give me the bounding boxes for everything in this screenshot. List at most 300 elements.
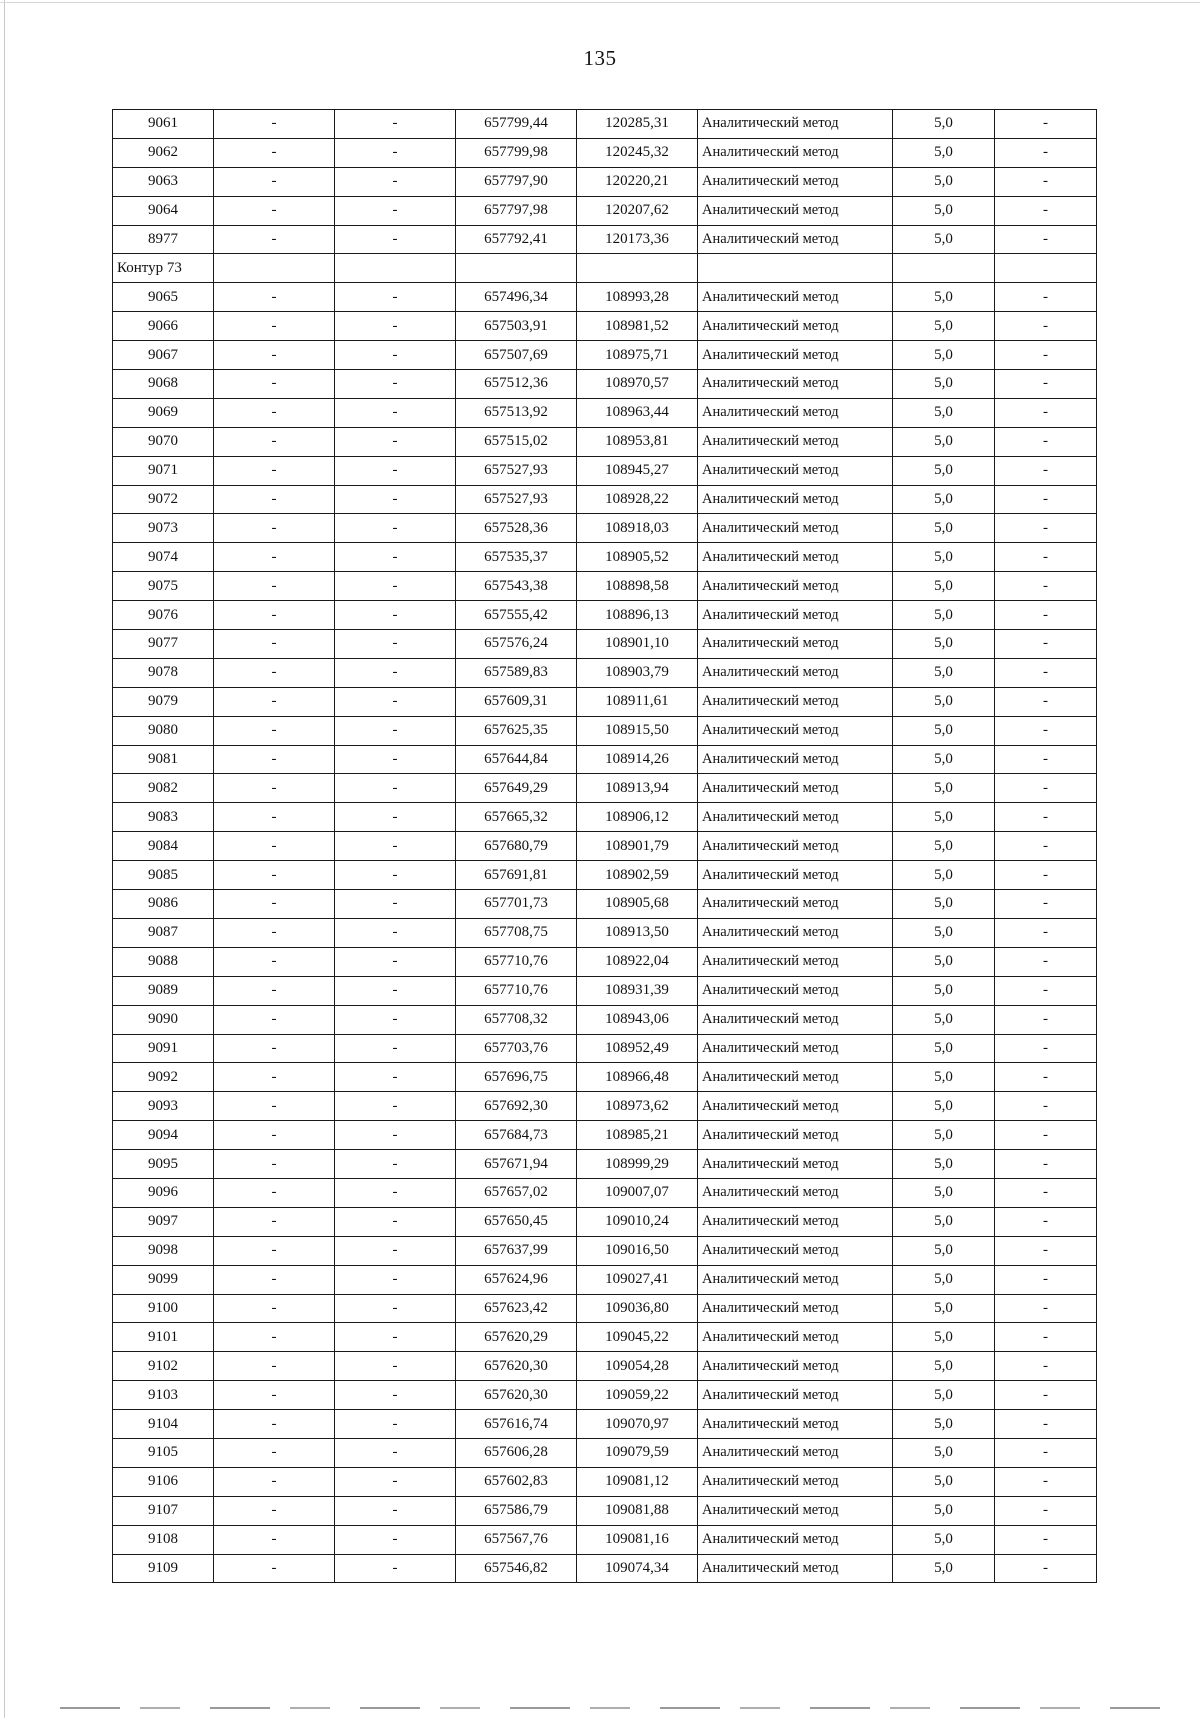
empty-cell: [456, 254, 577, 283]
table-row: [113, 976, 1097, 1005]
empty-cell: [698, 254, 893, 283]
point-number-cell: 9070: [113, 427, 214, 456]
old-x-cell: -: [214, 110, 335, 139]
section-row: [113, 254, 1097, 283]
accuracy-cell: 5,0: [893, 1323, 995, 1352]
point-number-cell: 9103: [113, 1381, 214, 1410]
accuracy-cell: 5,0: [893, 1005, 995, 1034]
method-cell: Аналитический метод: [698, 947, 893, 976]
method-cell: Аналитический метод: [698, 1265, 893, 1294]
y-coordinate-cell: 120285,31: [577, 110, 698, 139]
old-x-cell: -: [214, 1005, 335, 1034]
point-number-cell: 9099: [113, 1265, 214, 1294]
old-x-cell: -: [214, 283, 335, 312]
y-coordinate-cell: 109010,24: [577, 1207, 698, 1236]
description-cell: -: [995, 341, 1097, 370]
x-coordinate-cell: 657527,93: [456, 485, 577, 514]
x-coordinate-cell: 657665,32: [456, 803, 577, 832]
description-cell: -: [995, 1236, 1097, 1265]
old-y-cell: -: [335, 774, 456, 803]
old-y-cell: -: [335, 456, 456, 485]
old-y-cell: -: [335, 138, 456, 167]
old-x-cell: -: [214, 1323, 335, 1352]
x-coordinate-cell: 657792,41: [456, 225, 577, 254]
description-cell: -: [995, 1323, 1097, 1352]
table-row: [113, 1294, 1097, 1323]
old-x-cell: -: [214, 138, 335, 167]
method-cell: Аналитический метод: [698, 167, 893, 196]
method-cell: Аналитический метод: [698, 398, 893, 427]
y-coordinate-cell: 108952,49: [577, 1034, 698, 1063]
description-cell: -: [995, 283, 1097, 312]
x-coordinate-cell: 657512,36: [456, 370, 577, 399]
y-coordinate-cell: 108922,04: [577, 947, 698, 976]
old-y-cell: -: [335, 543, 456, 572]
old-x-cell: -: [214, 976, 335, 1005]
x-coordinate-cell: 657649,29: [456, 774, 577, 803]
table-row: [113, 456, 1097, 485]
point-number-cell: 9061: [113, 110, 214, 139]
method-cell: Аналитический метод: [698, 918, 893, 947]
description-cell: -: [995, 1410, 1097, 1439]
table-row: [113, 1554, 1097, 1583]
method-cell: Аналитический метод: [698, 1034, 893, 1063]
old-x-cell: -: [214, 832, 335, 861]
description-cell: -: [995, 1438, 1097, 1467]
accuracy-cell: 5,0: [893, 196, 995, 225]
point-number-cell: 9094: [113, 1121, 214, 1150]
point-number-cell: 9072: [113, 485, 214, 514]
method-cell: Аналитический метод: [698, 341, 893, 370]
x-coordinate-cell: 657620,30: [456, 1381, 577, 1410]
description-cell: -: [995, 832, 1097, 861]
method-cell: Аналитический метод: [698, 1438, 893, 1467]
point-number-cell: 9068: [113, 370, 214, 399]
accuracy-cell: 5,0: [893, 398, 995, 427]
description-cell: -: [995, 1092, 1097, 1121]
description-cell: -: [995, 1121, 1097, 1150]
old-x-cell: -: [214, 514, 335, 543]
x-coordinate-cell: 657589,83: [456, 658, 577, 687]
table-row: [113, 370, 1097, 399]
method-cell: Аналитический метод: [698, 1207, 893, 1236]
point-number-cell: 9092: [113, 1063, 214, 1092]
table-row: [113, 167, 1097, 196]
method-cell: Аналитический метод: [698, 312, 893, 341]
description-cell: -: [995, 1496, 1097, 1525]
method-cell: Аналитический метод: [698, 630, 893, 659]
method-cell: Аналитический метод: [698, 803, 893, 832]
accuracy-cell: 5,0: [893, 110, 995, 139]
accuracy-cell: 5,0: [893, 1063, 995, 1092]
table-row: [113, 918, 1097, 947]
y-coordinate-cell: 108914,26: [577, 745, 698, 774]
old-y-cell: -: [335, 861, 456, 890]
table-row: [113, 1410, 1097, 1439]
y-coordinate-cell: 108901,10: [577, 630, 698, 659]
old-x-cell: -: [214, 687, 335, 716]
table-row: [113, 283, 1097, 312]
method-cell: Аналитический метод: [698, 485, 893, 514]
table-row: [113, 1525, 1097, 1554]
x-coordinate-cell: 657797,90: [456, 167, 577, 196]
table-row: [113, 1178, 1097, 1207]
point-number-cell: 9096: [113, 1178, 214, 1207]
y-coordinate-cell: 108945,27: [577, 456, 698, 485]
old-x-cell: -: [214, 1381, 335, 1410]
y-coordinate-cell: 108928,22: [577, 485, 698, 514]
point-number-cell: 9078: [113, 658, 214, 687]
x-coordinate-cell: 657620,29: [456, 1323, 577, 1352]
description-cell: -: [995, 312, 1097, 341]
table-row: [113, 687, 1097, 716]
coordinates-table: [112, 109, 1097, 1583]
method-cell: Аналитический метод: [698, 1525, 893, 1554]
accuracy-cell: 5,0: [893, 687, 995, 716]
old-x-cell: -: [214, 601, 335, 630]
x-coordinate-cell: 657692,30: [456, 1092, 577, 1121]
method-cell: Аналитический метод: [698, 283, 893, 312]
y-coordinate-cell: 108970,57: [577, 370, 698, 399]
y-coordinate-cell: 108975,71: [577, 341, 698, 370]
old-y-cell: -: [335, 370, 456, 399]
x-coordinate-cell: 657708,32: [456, 1005, 577, 1034]
x-coordinate-cell: 657513,92: [456, 398, 577, 427]
old-y-cell: -: [335, 485, 456, 514]
old-y-cell: -: [335, 1554, 456, 1583]
accuracy-cell: 5,0: [893, 861, 995, 890]
old-y-cell: -: [335, 341, 456, 370]
old-y-cell: -: [335, 1265, 456, 1294]
page-number: 135: [583, 46, 617, 70]
old-y-cell: -: [335, 167, 456, 196]
old-y-cell: -: [335, 1525, 456, 1554]
accuracy-cell: 5,0: [893, 341, 995, 370]
accuracy-cell: 5,0: [893, 658, 995, 687]
x-coordinate-cell: 657528,36: [456, 514, 577, 543]
x-coordinate-cell: 657624,96: [456, 1265, 577, 1294]
old-x-cell: -: [214, 1178, 335, 1207]
old-y-cell: -: [335, 110, 456, 139]
old-y-cell: -: [335, 832, 456, 861]
old-x-cell: -: [214, 774, 335, 803]
table-row: [113, 1323, 1097, 1352]
description-cell: -: [995, 716, 1097, 745]
y-coordinate-cell: 108931,39: [577, 976, 698, 1005]
y-coordinate-cell: 108943,06: [577, 1005, 698, 1034]
old-x-cell: -: [214, 312, 335, 341]
x-coordinate-cell: 657696,75: [456, 1063, 577, 1092]
description-cell: -: [995, 1352, 1097, 1381]
old-x-cell: -: [214, 1092, 335, 1121]
method-cell: Аналитический метод: [698, 1092, 893, 1121]
table-row: [113, 890, 1097, 919]
accuracy-cell: 5,0: [893, 1381, 995, 1410]
point-number-cell: 9097: [113, 1207, 214, 1236]
y-coordinate-cell: 108981,52: [577, 312, 698, 341]
x-coordinate-cell: 657507,69: [456, 341, 577, 370]
table-row: [113, 1496, 1097, 1525]
old-y-cell: -: [335, 514, 456, 543]
point-number-cell: 9084: [113, 832, 214, 861]
point-number-cell: 9063: [113, 167, 214, 196]
method-cell: Аналитический метод: [698, 514, 893, 543]
old-x-cell: -: [214, 918, 335, 947]
y-coordinate-cell: 108963,44: [577, 398, 698, 427]
accuracy-cell: 5,0: [893, 1467, 995, 1496]
y-coordinate-cell: 109036,80: [577, 1294, 698, 1323]
y-coordinate-cell: 108901,79: [577, 832, 698, 861]
method-cell: Аналитический метод: [698, 1410, 893, 1439]
old-y-cell: -: [335, 1121, 456, 1150]
x-coordinate-cell: 657625,35: [456, 716, 577, 745]
old-y-cell: -: [335, 398, 456, 427]
old-y-cell: -: [335, 745, 456, 774]
old-y-cell: -: [335, 1496, 456, 1525]
table-row: [113, 832, 1097, 861]
y-coordinate-cell: 109070,97: [577, 1410, 698, 1439]
description-cell: -: [995, 427, 1097, 456]
point-number-cell: 9107: [113, 1496, 214, 1525]
point-number-cell: 9083: [113, 803, 214, 832]
accuracy-cell: 5,0: [893, 1554, 995, 1583]
y-coordinate-cell: 108902,59: [577, 861, 698, 890]
method-cell: Аналитический метод: [698, 601, 893, 630]
accuracy-cell: 5,0: [893, 572, 995, 601]
accuracy-cell: 5,0: [893, 803, 995, 832]
old-x-cell: -: [214, 1525, 335, 1554]
x-coordinate-cell: 657657,02: [456, 1178, 577, 1207]
point-number-cell: 9085: [113, 861, 214, 890]
method-cell: Аналитический метод: [698, 572, 893, 601]
method-cell: Аналитический метод: [698, 745, 893, 774]
x-coordinate-cell: 657650,45: [456, 1207, 577, 1236]
point-number-cell: 9105: [113, 1438, 214, 1467]
old-y-cell: -: [335, 1207, 456, 1236]
point-number-cell: 9090: [113, 1005, 214, 1034]
method-cell: Аналитический метод: [698, 1496, 893, 1525]
accuracy-cell: 5,0: [893, 774, 995, 803]
description-cell: -: [995, 514, 1097, 543]
description-cell: -: [995, 890, 1097, 919]
x-coordinate-cell: 657616,74: [456, 1410, 577, 1439]
method-cell: Аналитический метод: [698, 890, 893, 919]
description-cell: -: [995, 601, 1097, 630]
method-cell: Аналитический метод: [698, 456, 893, 485]
y-coordinate-cell: 109079,59: [577, 1438, 698, 1467]
method-cell: Аналитический метод: [698, 1150, 893, 1179]
x-coordinate-cell: 657701,73: [456, 890, 577, 919]
point-number-cell: 9106: [113, 1467, 214, 1496]
table-row: [113, 543, 1097, 572]
y-coordinate-cell: 109016,50: [577, 1236, 698, 1265]
x-coordinate-cell: 657586,79: [456, 1496, 577, 1525]
x-coordinate-cell: 657576,24: [456, 630, 577, 659]
y-coordinate-cell: 108905,68: [577, 890, 698, 919]
point-number-cell: 9104: [113, 1410, 214, 1439]
old-x-cell: -: [214, 167, 335, 196]
method-cell: Аналитический метод: [698, 1381, 893, 1410]
table-row: [113, 485, 1097, 514]
description-cell: -: [995, 167, 1097, 196]
description-cell: -: [995, 456, 1097, 485]
x-coordinate-cell: 657684,73: [456, 1121, 577, 1150]
method-cell: Аналитический метод: [698, 1352, 893, 1381]
accuracy-cell: 5,0: [893, 514, 995, 543]
coordinates-table-body: [113, 110, 1097, 1583]
point-number-cell: 9065: [113, 283, 214, 312]
empty-cell: [577, 254, 698, 283]
x-coordinate-cell: 657710,76: [456, 976, 577, 1005]
description-cell: -: [995, 918, 1097, 947]
x-coordinate-cell: 657606,28: [456, 1438, 577, 1467]
old-y-cell: -: [335, 225, 456, 254]
scan-edge-top: [0, 2, 1200, 3]
accuracy-cell: 5,0: [893, 918, 995, 947]
x-coordinate-cell: 657543,38: [456, 572, 577, 601]
description-cell: -: [995, 370, 1097, 399]
old-x-cell: -: [214, 1207, 335, 1236]
table-row: [113, 1063, 1097, 1092]
y-coordinate-cell: 109081,16: [577, 1525, 698, 1554]
old-x-cell: -: [214, 1410, 335, 1439]
old-y-cell: -: [335, 1323, 456, 1352]
y-coordinate-cell: 108898,58: [577, 572, 698, 601]
point-number-cell: 9081: [113, 745, 214, 774]
old-y-cell: -: [335, 687, 456, 716]
old-x-cell: -: [214, 1554, 335, 1583]
point-number-cell: 9109: [113, 1554, 214, 1583]
point-number-cell: 9074: [113, 543, 214, 572]
point-number-cell: 9076: [113, 601, 214, 630]
point-number-cell: 9064: [113, 196, 214, 225]
method-cell: Аналитический метод: [698, 225, 893, 254]
accuracy-cell: 5,0: [893, 1121, 995, 1150]
old-y-cell: -: [335, 716, 456, 745]
table-row: [113, 138, 1097, 167]
old-x-cell: -: [214, 543, 335, 572]
method-cell: Аналитический метод: [698, 196, 893, 225]
old-x-cell: -: [214, 427, 335, 456]
old-x-cell: -: [214, 485, 335, 514]
accuracy-cell: 5,0: [893, 976, 995, 1005]
y-coordinate-cell: 108973,62: [577, 1092, 698, 1121]
table-row: [113, 110, 1097, 139]
y-coordinate-cell: 108906,12: [577, 803, 698, 832]
y-coordinate-cell: 120207,62: [577, 196, 698, 225]
x-coordinate-cell: 657799,98: [456, 138, 577, 167]
method-cell: Аналитический метод: [698, 716, 893, 745]
table-row: [113, 745, 1097, 774]
point-number-cell: 9082: [113, 774, 214, 803]
description-cell: -: [995, 745, 1097, 774]
point-number-cell: 9075: [113, 572, 214, 601]
y-coordinate-cell: 109059,22: [577, 1381, 698, 1410]
description-cell: -: [995, 196, 1097, 225]
table-row: [113, 1438, 1097, 1467]
old-x-cell: -: [214, 1496, 335, 1525]
empty-cell: [995, 254, 1097, 283]
accuracy-cell: 5,0: [893, 832, 995, 861]
y-coordinate-cell: 109081,88: [577, 1496, 698, 1525]
old-y-cell: -: [335, 312, 456, 341]
accuracy-cell: 5,0: [893, 745, 995, 774]
accuracy-cell: 5,0: [893, 1496, 995, 1525]
old-y-cell: -: [335, 1352, 456, 1381]
description-cell: -: [995, 1063, 1097, 1092]
old-y-cell: -: [335, 803, 456, 832]
old-x-cell: -: [214, 1438, 335, 1467]
description-cell: -: [995, 110, 1097, 139]
table-row: [113, 1121, 1097, 1150]
x-coordinate-cell: 657496,34: [456, 283, 577, 312]
y-coordinate-cell: 109045,22: [577, 1323, 698, 1352]
method-cell: Аналитический метод: [698, 774, 893, 803]
old-y-cell: -: [335, 1410, 456, 1439]
accuracy-cell: 5,0: [893, 1294, 995, 1323]
section-label: Контур 73: [113, 254, 214, 283]
old-y-cell: -: [335, 572, 456, 601]
accuracy-cell: 5,0: [893, 1150, 995, 1179]
old-x-cell: -: [214, 1467, 335, 1496]
accuracy-cell: 5,0: [893, 312, 995, 341]
table-row: [113, 803, 1097, 832]
old-x-cell: -: [214, 803, 335, 832]
accuracy-cell: 5,0: [893, 716, 995, 745]
old-y-cell: -: [335, 890, 456, 919]
accuracy-cell: 5,0: [893, 543, 995, 572]
point-number-cell: 9071: [113, 456, 214, 485]
method-cell: Аналитический метод: [698, 687, 893, 716]
old-y-cell: -: [335, 1381, 456, 1410]
method-cell: Аналитический метод: [698, 976, 893, 1005]
accuracy-cell: 5,0: [893, 283, 995, 312]
old-y-cell: -: [335, 196, 456, 225]
old-y-cell: -: [335, 1438, 456, 1467]
x-coordinate-cell: 657799,44: [456, 110, 577, 139]
old-x-cell: -: [214, 630, 335, 659]
point-number-cell: 9095: [113, 1150, 214, 1179]
old-x-cell: -: [214, 398, 335, 427]
description-cell: -: [995, 485, 1097, 514]
old-y-cell: -: [335, 1467, 456, 1496]
point-number-cell: 9069: [113, 398, 214, 427]
point-number-cell: 9088: [113, 947, 214, 976]
description-cell: -: [995, 947, 1097, 976]
y-coordinate-cell: 109054,28: [577, 1352, 698, 1381]
old-x-cell: -: [214, 947, 335, 976]
point-number-cell: 9098: [113, 1236, 214, 1265]
description-cell: -: [995, 1265, 1097, 1294]
description-cell: -: [995, 1294, 1097, 1323]
table-row: [113, 1034, 1097, 1063]
x-coordinate-cell: 657555,42: [456, 601, 577, 630]
old-x-cell: -: [214, 572, 335, 601]
table-row: [113, 312, 1097, 341]
accuracy-cell: 5,0: [893, 1207, 995, 1236]
table-row: [113, 774, 1097, 803]
description-cell: -: [995, 138, 1097, 167]
old-y-cell: -: [335, 283, 456, 312]
old-x-cell: -: [214, 196, 335, 225]
method-cell: Аналитический метод: [698, 1178, 893, 1207]
x-coordinate-cell: 657515,02: [456, 427, 577, 456]
y-coordinate-cell: 120245,32: [577, 138, 698, 167]
x-coordinate-cell: 657602,83: [456, 1467, 577, 1496]
method-cell: Аналитический метод: [698, 1467, 893, 1496]
old-x-cell: -: [214, 370, 335, 399]
point-number-cell: 9091: [113, 1034, 214, 1063]
